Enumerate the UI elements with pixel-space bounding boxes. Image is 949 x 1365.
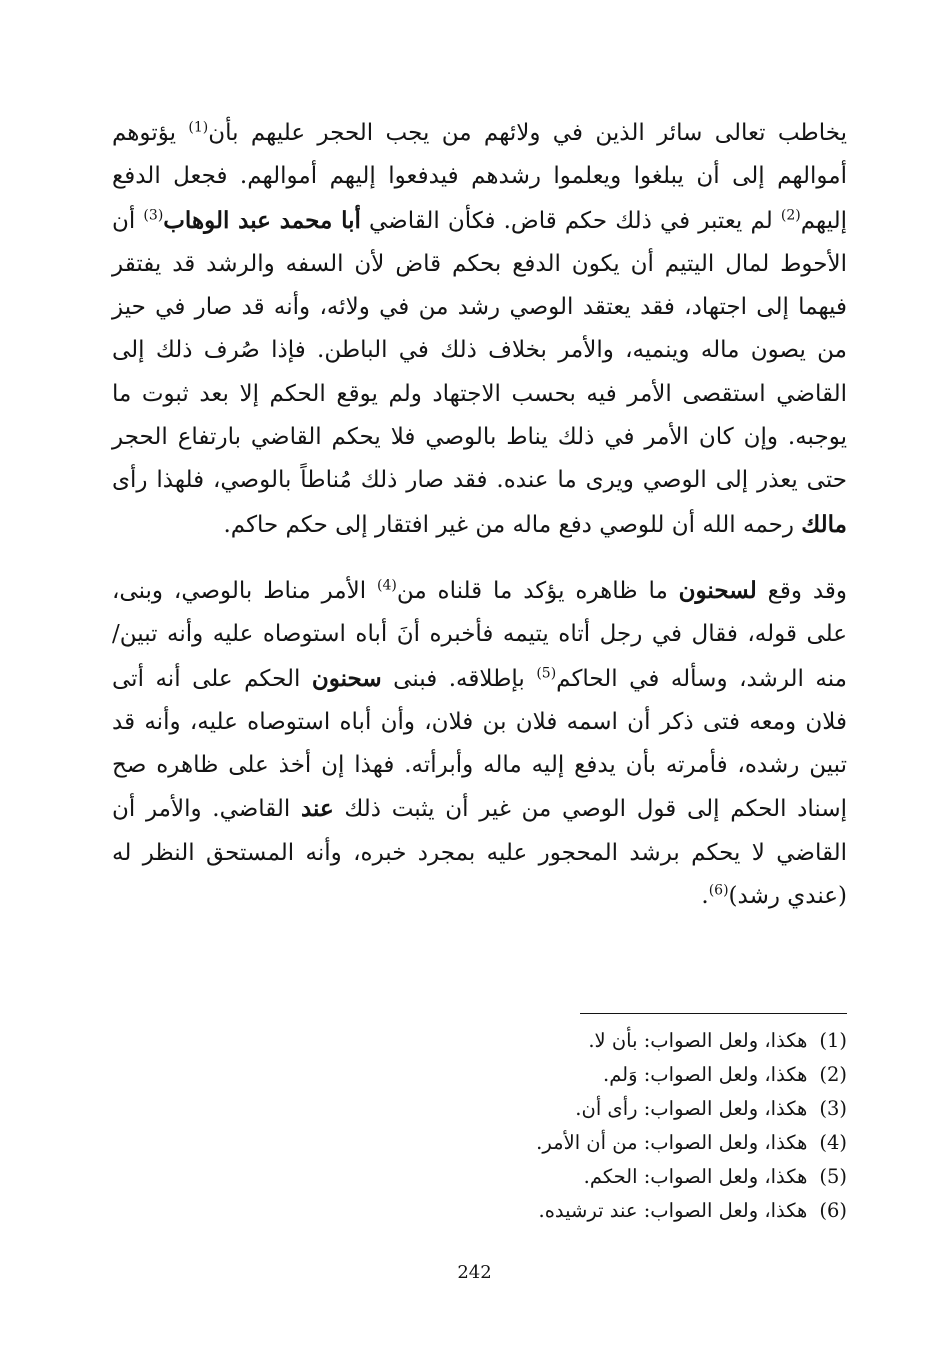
footnote-ref-5: (5) — [536, 664, 557, 681]
footnote-ref-6: (6) — [708, 882, 729, 899]
bold-name: سحنون — [311, 664, 382, 692]
page-number: 242 — [457, 1262, 492, 1283]
footnote-ref-3: (3) — [143, 206, 164, 223]
footnote-6 — [327, 1194, 847, 1228]
page-body — [112, 112, 847, 918]
footnote-text: هكذا، ولعل الصواب: عند ترشيده. — [538, 1199, 808, 1222]
text-run: لم يعتبر في ذلك حكم قاض. فكأن القاضي — [360, 207, 781, 234]
text-run: . — [701, 883, 709, 910]
bold-name: مالك — [801, 510, 847, 538]
text-run: الحكم على أنه أتى فلان ومعه فتى ذكر أن اسمه فلان بن فلان، وأن أباه استوصاه عليه، وأنه قد تبين رشده، فأمرته بأن يدفع إليه ماله وأبرأته. فهذا إن أخذ على ظاهره صح إسناد الحكم إلى قول الوصي من غير أن يثبت ذلك — [112, 665, 847, 823]
text-run: يخاطب تعالى سائر الذين في ولائهم من يجب الحجر عليهم بأن — [208, 120, 847, 146]
footnote-3 — [327, 1092, 847, 1126]
footnote-ref-4: (4) — [377, 577, 397, 594]
text-run: ما ظاهره يؤكد ما قلناه من — [396, 577, 679, 604]
bold-word: عند — [300, 795, 334, 823]
bold-name: لسحنون — [678, 576, 757, 604]
footnote-number: (3) — [819, 1097, 847, 1120]
text-run: وقد وقع — [756, 577, 848, 604]
text-run: أن الأحوط لمال اليتيم أن يكون الدفع بحكم قاض لأن السفه والرشد قد يفتقر فيهما إلى اجتهاد، فقد يعتقد الوصي رشد من في ولائه، وأنه قد صار في حيز من يصون ماله وينميه، والأمر بخلاف ذلك في الباطن. فإذا صُرف ذلك إلى القاضي استقصى الأمر فيه بحسب الاجتهاد ولم يوقع الحكم إلا بعد ثبوت ما يوجبه. وإن كان الأمر في ذلك يناط بالوصي فلا يحكم القاضي بارتفاع الحجر حتى يعذر إلى الوصي ويرى ما عنده. فقد صار ذلك مُناطاً بالوصي، فلهذا رأى — [112, 207, 847, 494]
footnote-text: هكذا، ولعل الصواب: من أن الأمر. — [536, 1131, 808, 1154]
bold-name: أبا محمد عبد الوهاب — [163, 206, 361, 234]
text-run: يؤتوهم أموالهم إلى أن يبلغوا ويعلموا رشدهم فيدفعوا إليهم أموالهم. فجعل الدفع إليهم — [112, 120, 847, 234]
footnote-2 — [327, 1058, 847, 1092]
footnote-divider — [580, 1013, 847, 1014]
text-run: رحمه الله أن للوصي دفع ماله من غير افتقار إلى حكم حاكم. — [223, 511, 802, 538]
footnote-text: هكذا، ولعل الصواب: رأى أن. — [575, 1097, 808, 1120]
footnote-number: (1) — [819, 1029, 847, 1052]
footnote-number: (2) — [819, 1063, 847, 1086]
paragraph-2 — [112, 569, 847, 918]
footnote-number: (6) — [819, 1199, 847, 1222]
text-run: الأمر مناط بالوصي، وبنى، على قوله، فقال في رجل أتاه يتيمه فأخبره أنَ أباه استوصاه عليه وأنه تبين/ منه الرشد، وسأله في الحاكم — [112, 577, 848, 692]
footnote-text: هكذا، ولعل الصواب: الحكم. — [583, 1165, 808, 1188]
footnote-ref-1: (1) — [188, 119, 209, 136]
footnote-5 — [327, 1160, 847, 1194]
footnote-text: هكذا، ولعل الصواب: وَلم. — [603, 1063, 808, 1086]
footnote-number: (4) — [819, 1131, 847, 1154]
text-run: القاضي. والأمر أن القاضي لا يحكم برشد المحجور عليه بمجرد خبره، وأنه المستحق النظر له (عندي رشد) — [112, 796, 847, 910]
footnote-text: هكذا، ولعل الصواب: بأن لا. — [588, 1029, 808, 1052]
footnote-1 — [327, 1024, 847, 1058]
footnotes-list — [327, 1024, 847, 1228]
footnote-ref-2: (2) — [780, 206, 801, 223]
footnote-4 — [327, 1126, 847, 1160]
text-run: بإطلاقه. فبنى — [381, 665, 537, 692]
paragraph-1 — [112, 112, 847, 547]
footnote-number: (5) — [819, 1165, 847, 1188]
